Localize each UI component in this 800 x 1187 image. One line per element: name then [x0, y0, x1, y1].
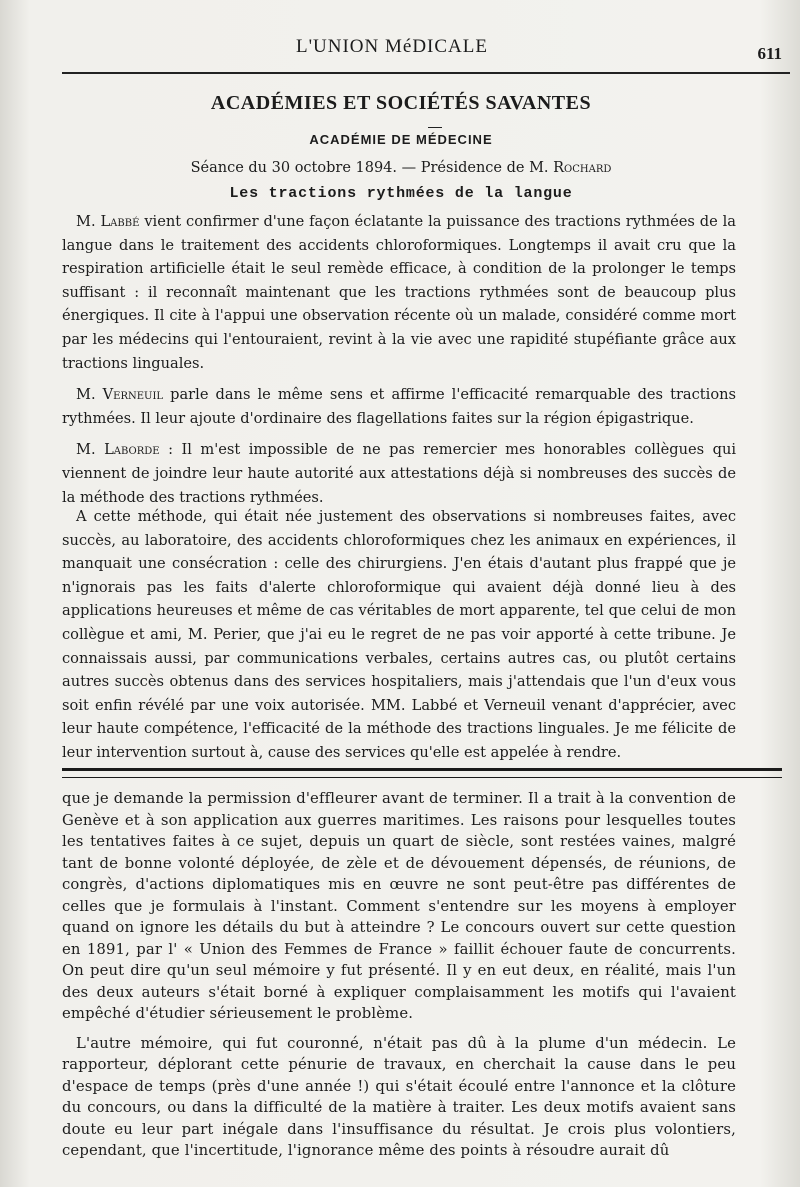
journal-title: L'UNION MéDICALE: [296, 36, 488, 57]
session-line: [62, 160, 740, 176]
section-title: ACADÉMIES ET SOCIÉTÉS SAVANTES: [210, 92, 592, 114]
running-head: [62, 30, 782, 70]
paragraph-labbe: [62, 210, 736, 375]
section-divider: [62, 768, 782, 778]
page-number: 611: [757, 44, 782, 63]
session-text: Séance du 30 octobre 1894. — Présidence de M.: [190, 160, 549, 176]
paragraph-verneuil: [62, 383, 736, 430]
paragraph-laborde: [62, 438, 736, 509]
paragraph-memoire: L'autre mémoire, qui fut couronné, n'était pas dû à la plume d'un médecin. Le rapporteur, déplorant cette pénurie de travaux, en cherchait la cause dans le peu d'espace de temps (près d'une année !) qui s'était écoulé entre l'annonce et la clôture du concours, ou dans la difficulté de la matière à traiter. Les deux motifs avaient sans doute eu leur part inégale dans l'insuffisance du résultat. Je crois plus volontiers, cependant, que l'incertitude, l'ignorance même des points à résoudre aurait dû: [62, 1034, 736, 1159]
session-chair: Rochard: [553, 160, 612, 176]
title-dash: [428, 127, 442, 128]
paragraph-text: parle dans le même sens et affirme l'efficacité remarquable des tractions rythmées. Il leur ajoute d'ordinaire des flagellations faites sur la région épigastrique.: [62, 386, 737, 427]
paragraph-text: : Il m'est impossible de ne pas remercier mes honorables collègues qui viennent de joindre leur haute autorité aux attestations déjà si nombreuses des succès de la méthode des tractions rythmées.: [62, 441, 737, 506]
speaker-name: M. Laborde: [76, 441, 160, 459]
speaker-name: M. Verneuil: [76, 386, 164, 404]
paragraph-text: vient confirmer d'une façon éclatante la puissance des tractions rythmées de la langue dans le traitement des accidents chloroformiques. Longtemps il avait cru que la respiration artificielle était le seul remède efficace, à condition de la prolonger le temps suffisant : il reconnaît maintenant que les tractions rythmées sont de beaucoup plus énergiques. Il cite à l'appui une observation récente où un malade, considéré comme mort par les médecins qui l'entouraient, revint à la vie avec une rapidité stupéfiante grâce aux tractions linguales.: [62, 213, 736, 372]
article-body-middle: [62, 505, 736, 765]
paragraph-methode: A cette méthode, qui était née justement des observations si nombreuses faites, avec succès, au laboratoire, des accidents chloroformiques chez les animaux en expériences, il manquait une consécration : celle des chirurgiens. J'en étais d'autant plus frappé que je n'ignorais pas les faits d'alerte chloroformique qui avaient déjà donné lieu à des applications heureuses et même de cas véritables de mort apparente, tel que celui de mon collègue et ami, M. Perier, que j'ai eu le regret de ne pas voir apporté à cette tribune. Je connaissais aussi, par communications verbales, certains autres cas, ou plutôt certains autres succès obtenus dans des services hospitaliers, mais j'attendais que l'un d'eux vous soit enfin révélé par une voix autorisée. MM. Labbé et Verneuil venant d'apprécier, avec leur haute compétence, l'efficacité de la méthode des tractions linguales. Je me félicite de leur intervention surtout à, cause des services qu'elle est appelée à rendre.: [62, 508, 736, 761]
article-body-top: [62, 210, 736, 509]
article-title: Les tractions rythmées de la langue: [229, 185, 573, 202]
header-rule: [62, 72, 790, 74]
subsection-title: ACADÉMIE DE MÉDECINE: [309, 132, 493, 147]
article-body-bottom: [62, 788, 736, 1162]
paragraph-geneve: que je demande la permission d'effleurer avant de terminer. Il a trait à la convention de Genève et à son application aux guerres maritimes. Les raisons pour lesquelles toutes les tentatives faites à ce sujet, depuis un quart de siècle, sont restées vaines, malgré tant de bonne volonté déployée, de zèle et de dévouement dépensés, de réunions, de congrès, d'actions diplomatiques mis en œuvre ne sont peut-être pas différentes de celles que je formulais à l'instant. Comment s'entendre sur les moyens à employer quand on ignore les détails du but à atteindre ? Le concours ouvert sur cette question en 1891, par l' « Union des Femmes de France » faillit échouer faute de concurrents. On peut dire qu'un seul mémoire y fut présenté. Il y en eut deux, en réalité, mais l'un des deux auteurs s'était borné à expliquer complaisamment les motifs qui l'avaient empêché d'étudier sérieusement le problème.: [62, 790, 736, 1022]
speaker-name: M. Labbé: [76, 213, 140, 230]
